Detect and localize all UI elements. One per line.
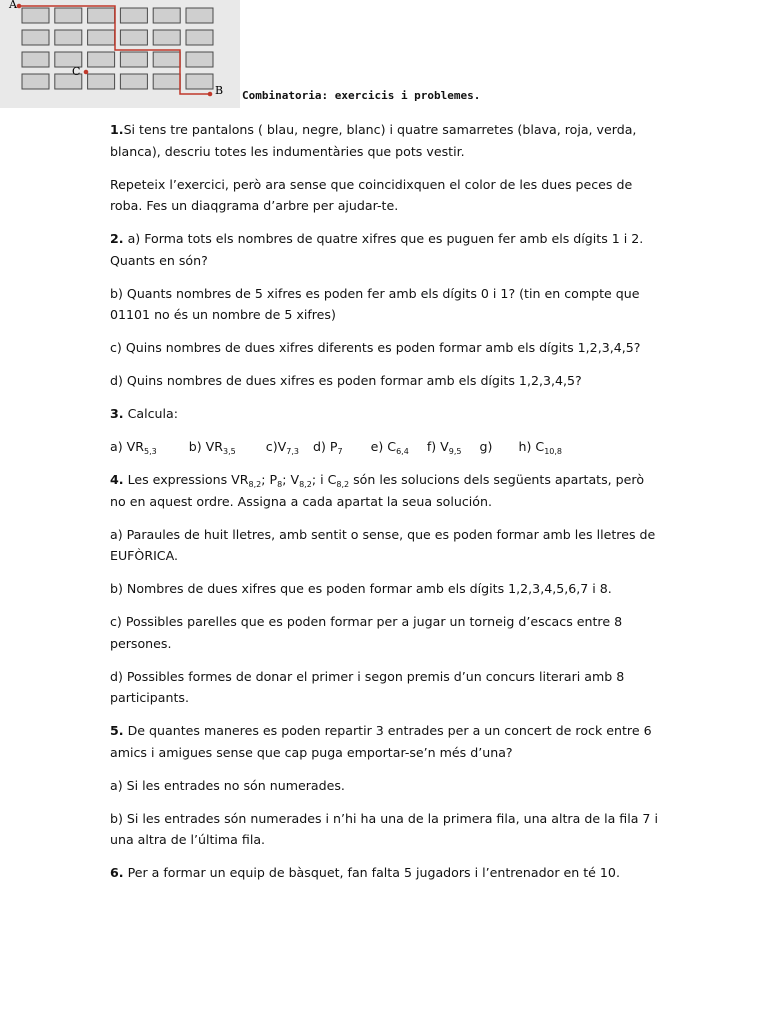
exercise-2-a: a) Forma tots els nombres de quatre xifres que es puguen fer amb els dígits 1 i 2. Quants en són? xyxy=(110,231,644,268)
grid-cell xyxy=(88,74,115,89)
grid-cell xyxy=(153,52,180,67)
exercise-4-d: d) Possibles formes de donar el primer i segon premis d’un concurs literari amb 8 participants. xyxy=(110,668,625,705)
calc-item: d) $P_7$ xyxy=(312,439,343,456)
grid-cell xyxy=(186,52,213,67)
grid-cell xyxy=(88,52,115,67)
exercise-2-c: c) Quins nombres de dues xifres diferents es poden formar amb els dígits 1,2,3,4,5? xyxy=(110,340,641,355)
calc-item: a) $VR_{5,3}$ xyxy=(110,439,157,456)
grid-cell xyxy=(153,8,180,23)
grid-cell xyxy=(88,30,115,45)
exercise-1-repeat: Repeteix l’exercici, però ara sense que coincidixquen el color de les dues peces de roba. Fes un diaqgrama d’arbre per ajudar-te. xyxy=(110,176,633,213)
exercise-1 xyxy=(110,119,658,162)
calc-item: h) $C_{10,8}$ xyxy=(518,439,562,456)
exercise-number: 6. xyxy=(110,865,124,880)
calc-item: $c)V_{7,3}$ xyxy=(265,439,299,456)
calc-item: b) $VR_{3,5}$ xyxy=(188,439,236,456)
grid-cell xyxy=(153,74,180,89)
calc-item: f) $V_{9,5}$ xyxy=(426,439,462,456)
label-a: A xyxy=(9,0,17,11)
exercise-6 xyxy=(110,862,658,884)
exercise-list xyxy=(110,119,658,895)
exercise-number: 2. xyxy=(110,231,124,246)
grid-cell xyxy=(186,30,213,45)
exercise-text: De quantes maneres es poden repartir 3 entrades per a un concert de rock entre 6 amics i amigues sense que cap puga emportar-se’n més d’una? xyxy=(110,723,652,760)
grid-path-figure xyxy=(0,0,240,108)
grid-cell xyxy=(22,74,49,89)
label-c: C xyxy=(72,65,81,78)
exercise-4: 4. Les expressions $VR_{8,2}$; $P_8$; $V_{8,2}$; i $C_{8,2}$ són les solucions dels següents apartats, però no en aquest ordre. Assigna a cada apartat la seua solución. xyxy=(110,472,645,509)
calc-item: e) $C_{6,4}$ xyxy=(370,439,409,456)
grid-cell xyxy=(22,30,49,45)
exercise-3 xyxy=(110,403,658,425)
exercise-number: 1. xyxy=(110,122,124,137)
exercise-4-a: a) Paraules de huit lletres, amb sentit o sense, que es poden formar amb les lletres de EUFÒRICA. xyxy=(110,526,656,563)
grid-cell xyxy=(186,74,213,89)
exercise-number: 5. xyxy=(110,723,124,738)
exercise-5 xyxy=(110,720,658,763)
grid-cell xyxy=(120,8,147,23)
exercise-2-d: d) Quins nombres de dues xifres es poden formar amb els dígits 1,2,3,4,5? xyxy=(110,373,582,388)
page-title: Combinatoria: exercicis i problemes. xyxy=(242,89,481,102)
grid-cell xyxy=(120,74,147,89)
exercise-number: 4. xyxy=(110,472,124,487)
grid-cell xyxy=(153,30,180,45)
grid-cell xyxy=(55,8,82,23)
grid-cell xyxy=(120,30,147,45)
exercise-text: Calcula: xyxy=(127,406,178,421)
exercise-2 xyxy=(110,228,658,271)
grid-cell xyxy=(22,8,49,23)
exercise-4-c: c) Possibles parelles que es poden formar per a jugar un torneig d’escacs entre 8 persones. xyxy=(110,614,623,651)
exercise-text: Per a formar un equip de bàsquet, fan falta 5 jugadors i l’entrenador en té 10. xyxy=(127,865,620,880)
exercise-5-a: a) Si les entrades no són numerades. xyxy=(110,777,345,793)
exercise-number: 3. xyxy=(110,406,124,421)
exercise-5-b: b) Si les entrades són numerades i n’hi ha una de la primera fila, una altra de la fila 7 i una altra de l’última fila. xyxy=(110,810,658,847)
calc-item: g) xyxy=(479,439,493,454)
grid-cell xyxy=(55,30,82,45)
grid-cell xyxy=(186,8,213,23)
label-b: B xyxy=(215,84,224,97)
exercise-text: Si tens tre pantalons ( blau, negre, blanc) i quatre samarretes (blava, roja, verda, blanca), descriu totes les indumentàries que pots vestir. xyxy=(110,122,637,159)
grid-cell xyxy=(120,52,147,67)
grid-cell xyxy=(88,8,115,23)
grid-cell xyxy=(22,52,49,67)
exercise-2-b: b) Quants nombres de 5 xifres es poden fer amb els dígits 0 i 1? (tin en compte que 01101 no és un nombre de 5 xifres) xyxy=(110,285,640,322)
exercise-3-items xyxy=(110,436,658,458)
exercise-4-b: b) Nombres de dues xifres que es poden formar amb els dígits 1,2,3,4,5,6,7 i 8. xyxy=(110,581,612,596)
